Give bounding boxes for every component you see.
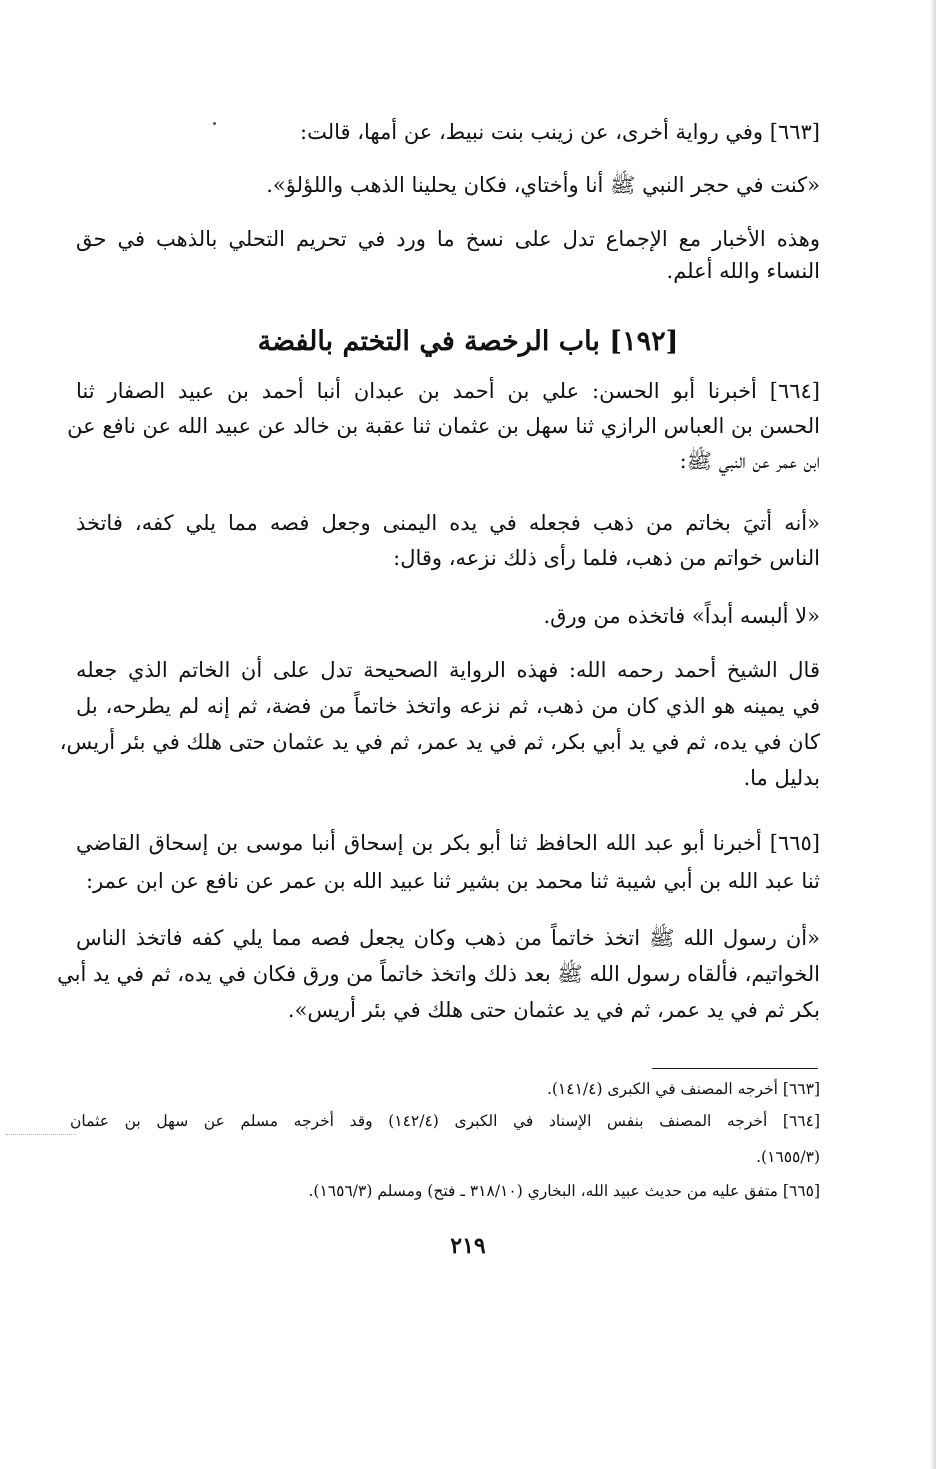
commentary-sheikh-line-4: بدليل ما. xyxy=(743,766,820,790)
scan-speck xyxy=(213,122,216,125)
hadith-665-line-1: [٦٦٥] أخبرنا أبو عبد الله الحافظ ثنا أبو بكر بن إسحاق أنبا موسى بن إسحاق القاضي xyxy=(76,831,820,855)
commentary-sheikh-line-2: في يمينه هو الذي كان من ذهب، ثم نزعه واتخذ خاتماً من فضة، ثم إنه لم يطرحه، بل xyxy=(76,694,820,718)
hadith-664-line-2: الحسن بن العباس الرازي ثنا سهل بن عثمان ثنا عقبة بن خالد عن عبيد الله عن نافع عن xyxy=(67,414,820,438)
page-number: ٢١٩ xyxy=(450,1233,486,1259)
commentary-abrogation-line-1: وهذه الأخبار مع الإجماع تدل على نسخ ما ورد في تحريم التحلي بالذهب في حق xyxy=(76,227,820,251)
hadith-665 xyxy=(57,828,820,1038)
hadith-664 xyxy=(67,376,820,636)
footnote-663: [٦٦٣] أخرجه المصنف في الكبرى (١٤١/٤). xyxy=(546,1080,820,1098)
commentary-abrogation-line-2: النساء والله أعلم. xyxy=(666,259,820,283)
chapter-heading: [١٩٢] باب الرخصة في التختم بالفضة xyxy=(257,326,679,357)
scan-artifact-line xyxy=(6,1134,76,1135)
hadith-663-matn: «كنت في حجر النبي ﷺ أنا وأختاي، فكان يحلينا الذهب واللؤلؤ». xyxy=(266,173,820,197)
hadith-665-line-4: الخواتيم، فألقاه رسول الله ﷺ بعد ذلك واتخذ خاتماً من ورق فكان في يده، ثم في يد أبي xyxy=(57,962,820,986)
hadith-664-line-4: «أنه أتيَ بخاتم من ذهب فجعله في يده اليمنى وجعل فصه مما يلي كفه، فاتخذ xyxy=(76,511,820,535)
hadith-665-line-3: «أن رسول الله ﷺ اتخذ خاتماً من ذهب وكان يجعل فصه مما يلي كفه فاتخذ الناس xyxy=(76,926,820,950)
commentary-sheikh-ahmad xyxy=(59,655,820,805)
commentary-abrogation xyxy=(76,224,820,288)
hadith-663 xyxy=(240,117,820,197)
commentary-sheikh-line-3: كان في يده، ثم في يد أبي بكر، ثم في يد عمر، ثم في يد عثمان حتى هلك في بئر أريس، xyxy=(59,730,820,754)
hadith-664-line-5: الناس خواتم من ذهب، فلما رأى ذلك نزعه، وقال: xyxy=(393,546,820,570)
hadith-665-line-2: ثنا عبد الله بن أبي شيبة ثنا محمد بن بشير ثنا عبيد الله بن عمر عن نافع عن ابن عمر: xyxy=(86,869,820,893)
footnote-separator xyxy=(652,1068,818,1069)
hadith-664-line-1: [٦٦٤] أخبرنا أبو الحسن: علي بن أحمد بن عبدان أنبا أحمد بن عبيد الصفار ثنا xyxy=(76,379,820,403)
footnote-664-line-2: (١٦٥٥/٣). xyxy=(756,1148,820,1166)
hadith-664-line-3: ابن عمر عن النبي ﷺ: xyxy=(679,449,820,473)
footnote-664-line-1: [٦٦٤] أخرجه المصنف بنفس الإسناد في الكبرى (١٤٢/٤) وقد أخرجه مسلم عن سهل بن عثمان xyxy=(70,1112,820,1130)
footnote-665: [٦٦٥] متفق عليه من حديث عبيد الله، البخاري (٣١٨/١٠ ـ فتح) ومسلم (١٦٥٦/٣). xyxy=(308,1182,820,1200)
hadith-663-isnad: [٦٦٣] وفي رواية أخرى، عن زينب بنت نبيط، عن أمها، قالت: xyxy=(300,120,820,144)
hadith-664-line-6: «لا ألبسه أبداً» فاتخذه من ورق. xyxy=(543,604,820,628)
commentary-sheikh-line-1: قال الشيخ أحمد رحمه الله: فهذه الرواية الصحيحة تدل على أن الخاتم الذي جعله xyxy=(76,658,820,682)
hadith-665-line-5: بكر ثم في يد عمر، ثم في يد عثمان حتى هلك في بئر أريس». xyxy=(287,998,820,1022)
